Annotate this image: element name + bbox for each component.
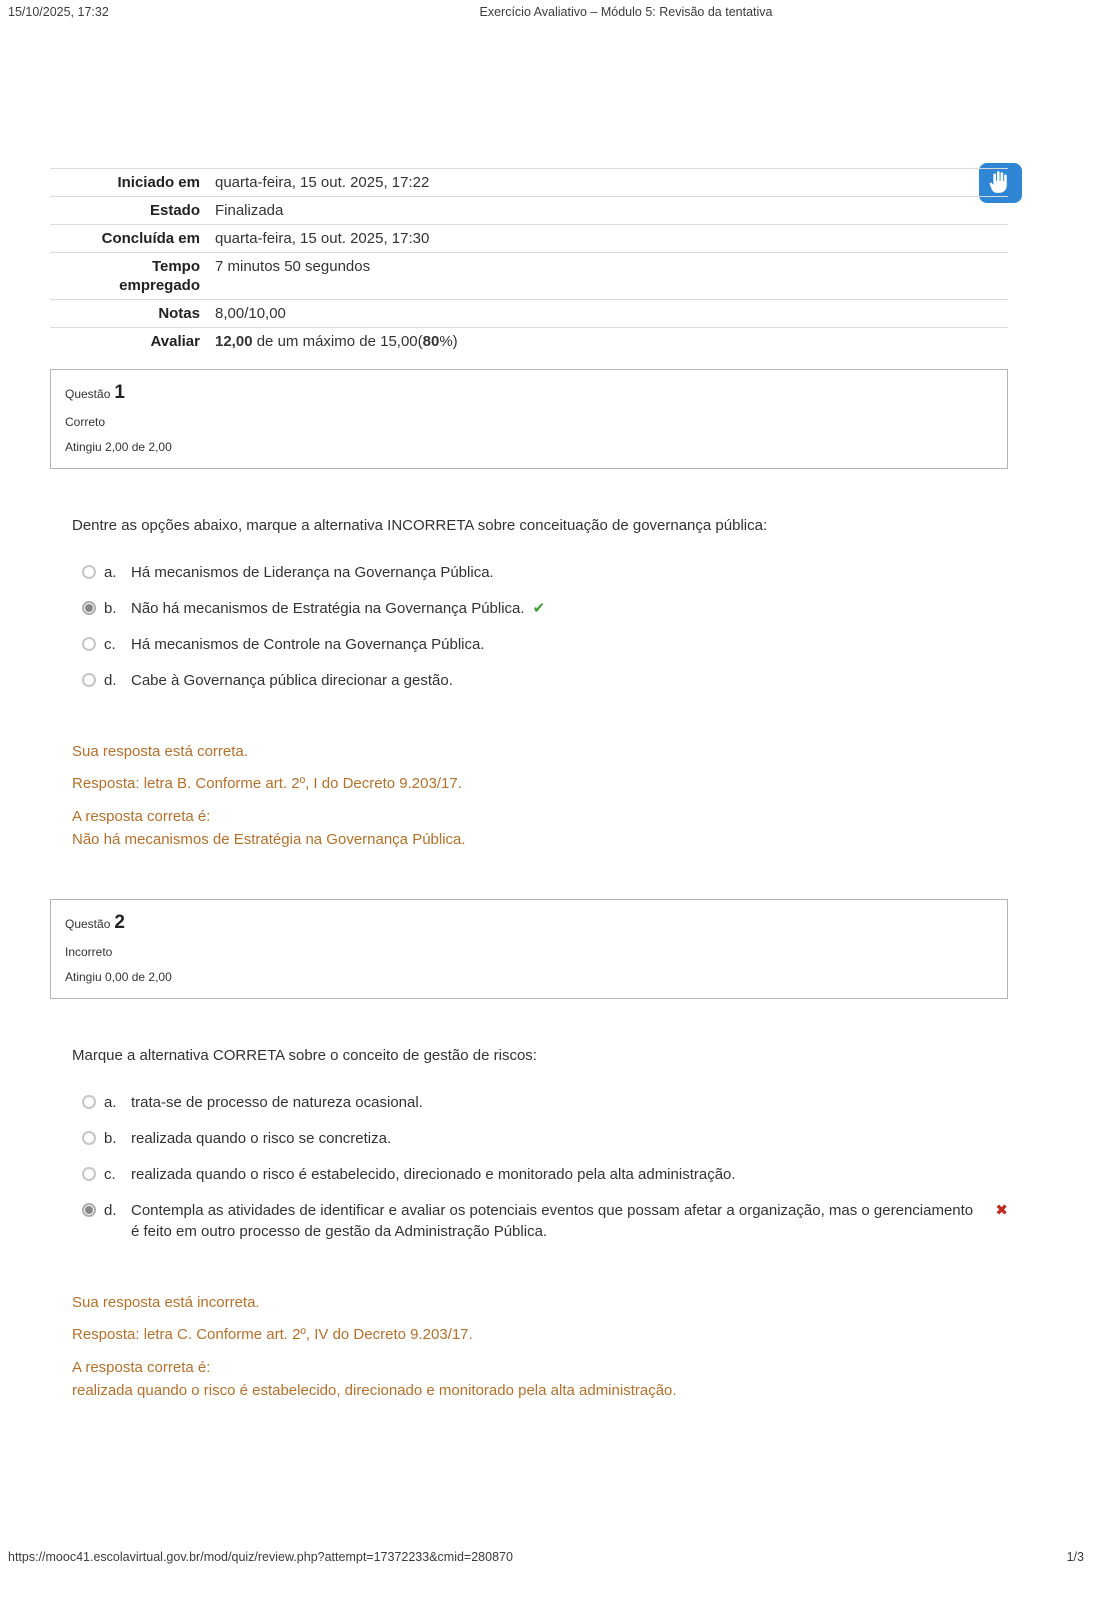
summary-label: Tempo empregado (119, 258, 200, 294)
answer-options (82, 562, 1008, 691)
question-status: Correto (65, 415, 106, 429)
option-row-c (82, 634, 1008, 655)
summary-value: quarta-feira, 15 out. 2025, 17:22 (215, 174, 430, 191)
question-prompt: Marque a alternativa CORRETA sobre o conceito de gestão de riscos: (72, 1047, 537, 1064)
print-datetime: 15/10/2025, 17:32 (8, 5, 109, 19)
option-text: realizada quando o risco é estabelecido, direcionado e monitorado pela alta administração. (131, 1166, 736, 1183)
summary-row-grade (50, 327, 1008, 355)
summary-label: Notas (158, 305, 200, 322)
question-status: Incorreto (65, 945, 113, 959)
summary-label: Iniciado em (117, 174, 200, 191)
summary-row-started (50, 168, 1008, 196)
option-letter: b. (104, 1130, 117, 1147)
radio-button[interactable] (82, 565, 96, 579)
summary-label: Concluída em (101, 230, 200, 247)
summary-row-marks (50, 299, 1008, 327)
radio-button[interactable] (82, 1095, 96, 1109)
summary-label: Estado (149, 202, 200, 219)
question-info-box-2 (50, 899, 1008, 999)
print-header (8, 5, 1086, 21)
option-row-a (82, 562, 1008, 583)
summary-row-timetaken (50, 252, 1008, 299)
option-row-b (82, 598, 1008, 619)
question-feedback (72, 1292, 1008, 1402)
option-letter: d. (104, 1202, 117, 1219)
feedback-result: Sua resposta está correta. (72, 743, 248, 760)
print-footer (8, 1550, 1086, 1566)
option-text: trata-se de processo de natureza ocasional. (131, 1094, 423, 1111)
option-text: Há mecanismos de Liderança na Governança Pública. (131, 564, 494, 581)
option-text: Há mecanismos de Controle na Governança Pública. (131, 636, 485, 653)
question-number: Questão 2 (65, 912, 125, 933)
feedback-result: Sua resposta está incorreta. (72, 1294, 260, 1311)
summary-value: 7 minutos 50 segundos (215, 258, 371, 275)
option-text: realizada quando o risco se concretiza. (131, 1130, 392, 1147)
option-row-d (82, 1200, 1008, 1242)
summary-row-completed (50, 224, 1008, 252)
option-text: Cabe à Governança pública direcionar a gestão. (131, 672, 453, 689)
question-grade: Atingiu 0,00 de 2,00 (65, 970, 172, 984)
feedback-correct-answer: A resposta correta é: realizada quando o risco é estabelecido, direcionado e monitorado pela alta administração. (72, 1359, 677, 1399)
option-row-d (82, 670, 1008, 691)
question-number: Questão 1 (65, 382, 125, 403)
option-letter: b. (104, 600, 117, 617)
summary-value: quarta-feira, 15 out. 2025, 17:30 (215, 230, 430, 247)
radio-button-selected[interactable] (82, 601, 96, 615)
correct-check-icon: ✔ (532, 600, 546, 617)
radio-button[interactable] (82, 673, 96, 687)
page-title: Exercício Avaliativo – Módulo 5: Revisão da tentativa (479, 5, 773, 19)
option-letter: c. (104, 636, 116, 653)
summary-value: 12,00 de um máximo de 15,00(80%) (215, 333, 458, 350)
option-row-b (82, 1128, 1008, 1149)
summary-row-state (50, 196, 1008, 224)
summary-value: Finalizada (215, 202, 284, 219)
option-row-c (82, 1164, 1008, 1185)
option-letter: a. (104, 564, 117, 581)
summary-value: 8,00/10,00 (215, 305, 286, 322)
summary-label: Avaliar (150, 333, 200, 350)
incorrect-cross-icon: ✖ (995, 1202, 1008, 1219)
feedback-reference: Resposta: letra C. Conforme art. 2º, IV do Decreto 9.203/17. (72, 1326, 473, 1343)
option-letter: a. (104, 1094, 117, 1111)
option-row-a (82, 1092, 1008, 1113)
quiz-review-content (50, 168, 1008, 1402)
question-prompt: Dentre as opções abaixo, marque a alternativa INCORRETA sobre conceituação de governança pública: (72, 517, 768, 534)
radio-button[interactable] (82, 1131, 96, 1145)
question-feedback (72, 741, 1008, 851)
option-letter: c. (104, 1166, 116, 1183)
answer-options (82, 1092, 1008, 1242)
question-info-box-1 (50, 369, 1008, 469)
radio-button[interactable] (82, 1167, 96, 1181)
radio-button[interactable] (82, 637, 96, 651)
page-number: 1/3 (1066, 1550, 1084, 1564)
page-url: https://mooc41.escolavirtual.gov.br/mod/quiz/review.php?attempt=17372233&cmid=280870 (8, 1550, 513, 1564)
attempt-summary (50, 168, 1008, 355)
question-grade: Atingiu 2,00 de 2,00 (65, 440, 172, 454)
radio-button-selected[interactable] (82, 1203, 96, 1217)
option-letter: d. (104, 672, 117, 689)
feedback-reference: Resposta: letra B. Conforme art. 2º, I do Decreto 9.203/17. (72, 775, 462, 792)
option-text: Não há mecanismos de Estratégia na Governança Pública. ✔ (131, 600, 546, 617)
feedback-correct-answer: A resposta correta é: Não há mecanismos de Estratégia na Governança Pública. (72, 808, 466, 848)
option-text: Contempla as atividades de identificar e avaliar os potenciais eventos que possam afetar a organização, mas o gerenciamento é feito em outro processo de gestão da Administração Pública. (131, 1202, 974, 1240)
